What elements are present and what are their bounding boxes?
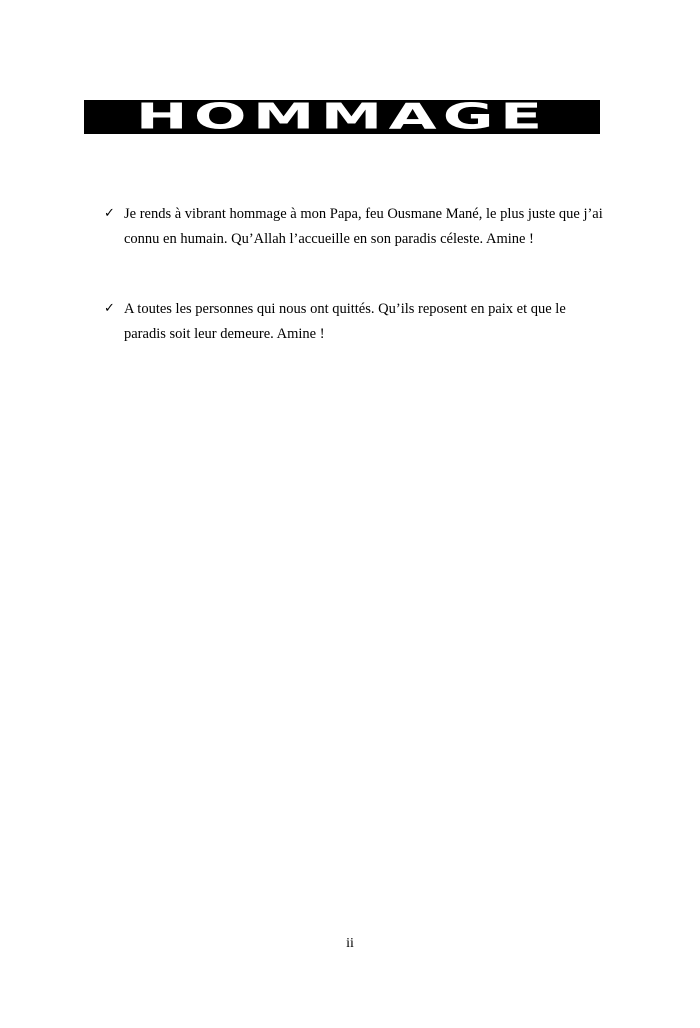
check-mark-icon: ✓ [104, 301, 115, 316]
page-title-banner [84, 100, 600, 134]
page-number: ii [346, 936, 354, 951]
tribute-text: Je rends à vibrant hommage à mon Papa, feu Ousmane Mané, le plus juste que j’ai connu en humain. Qu’Allah l’accueille en son paradis céleste. Amine ! [124, 206, 603, 247]
page-title: HOMMAGE [135, 100, 549, 134]
tribute-item [104, 202, 610, 251]
check-mark-icon: ✓ [104, 206, 115, 221]
tribute-item [104, 297, 610, 346]
tribute-text: A toutes les personnes qui nous ont quittés. Qu’ils reposent en paix et que le paradis soit leur demeure. Amine ! [124, 301, 566, 342]
tribute-list [104, 202, 610, 346]
